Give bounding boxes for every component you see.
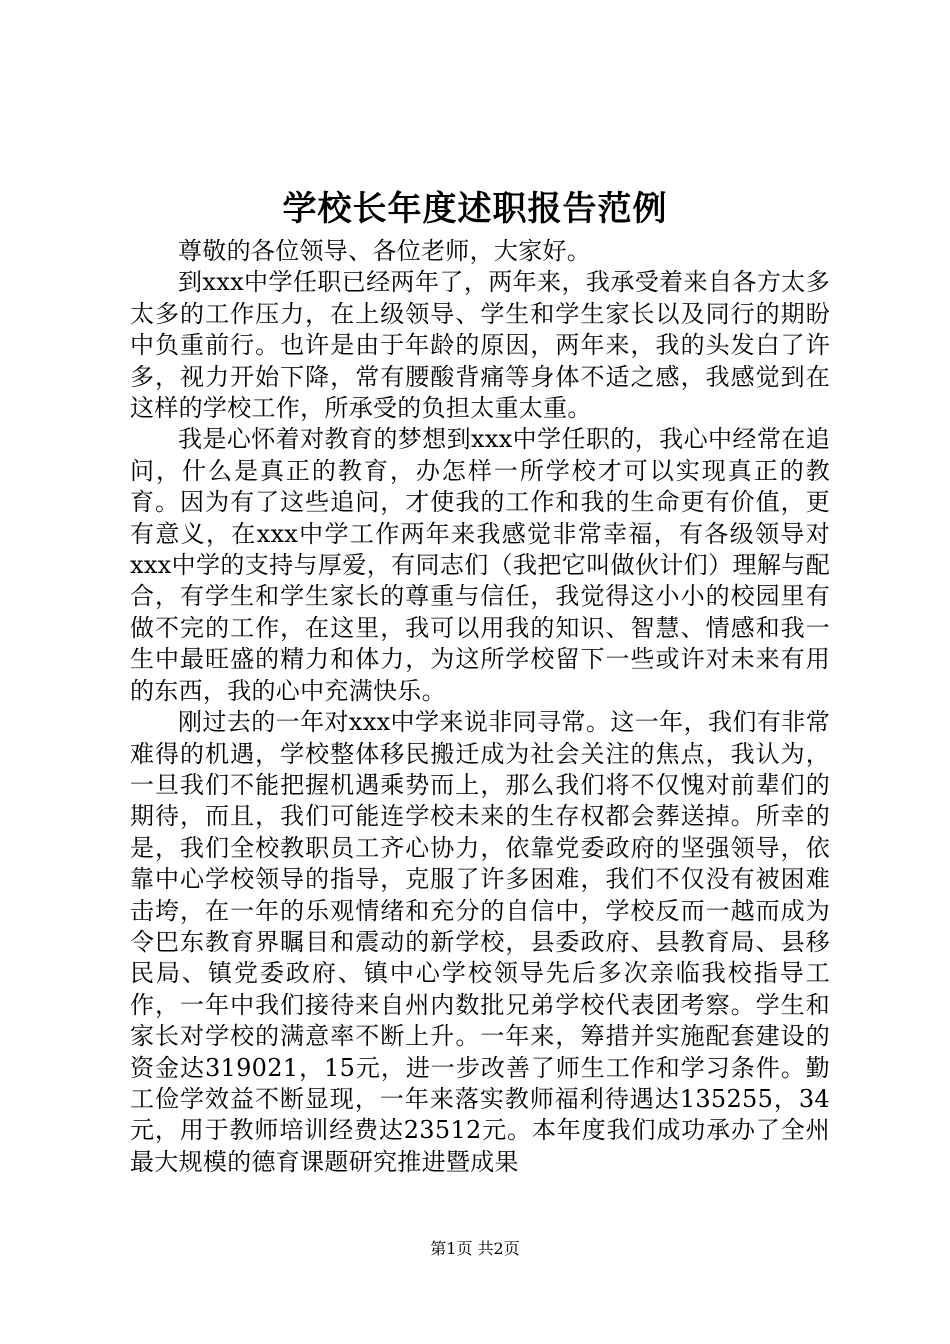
paragraph-achievements: 刚过去的一年对xxx中学来说非同寻常。这一年，我们有非常难得的机遇，学校整体移民搬迁成为社会关注的焦点，我认为，一旦我们不能把握机遇乘势而上，那么我们将不仅愧对前辈们的期待，而且，我们可能连学校未来的生存权都会葬送掉。所幸的是，我们全校教职员工齐心协力，依靠党委政府的坚强领导，依靠中心学校领导的指导，克服了许多困难，我们不仅没有被困难击垮，在一年的乐观情绪和充分的自信中，学校反而一越而成为令巴东教育界瞩目和震动的新学校，县委政府、县教育局、县移民局、镇党委政府、镇中心学校领导先后多次亲临我校指导工作，一年中我们接待来自州内数批兄弟学校代表团考察。学生和家长对学校的满意率不断上升。一年来，筹措并实施配套建设的资金达319021，15元，进一步改善了师生工作和学习条件。勤工俭学效益不断显现，一年来落实教师福利待遇达135255，34元，用于教师培训经费达23512元。本年度我们成功承办了全州最大规模的德育课题研究推进暨成果 bbox=[130, 708, 830, 1176]
document-body bbox=[130, 236, 830, 1178]
paragraph-greeting: 尊敬的各位领导、各位老师，大家好。 bbox=[178, 237, 592, 265]
page-footer: 第1页 共2页 bbox=[430, 1239, 520, 1258]
paragraph-intro: 到xxx中学任职已经两年了，两年来，我承受着来自各方太多太多的工作压力，在上级领导、学生和学生家长以及同行的期盼中负重前行。也许是由于年龄的原因，两年来，我的头发白了许多，视力开始下降，常有腰酸背痛等身体不适之感，我感觉到在这样的学校工作，所承受的负担太重太重。 bbox=[130, 268, 830, 423]
paragraph-aspiration: 我是心怀着对教育的梦想到xxx中学任职的，我心中经常在追问，什么是真正的教育，办怎样一所学校才可以实现真正的教育。因为有了这些追问，才使我的工作和我的生命更有价值，更有意义，在xxx中学工作两年来我感觉非常幸福，有各级领导对xxx中学的支持与厚爱，有同志们（我把它叫做伙计们）理解与配合，有学生和学生家长的尊重与信任，我觉得这小小的校园里有做不完的工作，在这里，我可以用我的知识、智慧、情感和我一生中最旺盛的精力和体力，为这所学校留下一些或许对未来有用的东西，我的心中充满快乐。 bbox=[130, 425, 830, 705]
document-title: 学校长年度述职报告范例 bbox=[282, 189, 668, 229]
